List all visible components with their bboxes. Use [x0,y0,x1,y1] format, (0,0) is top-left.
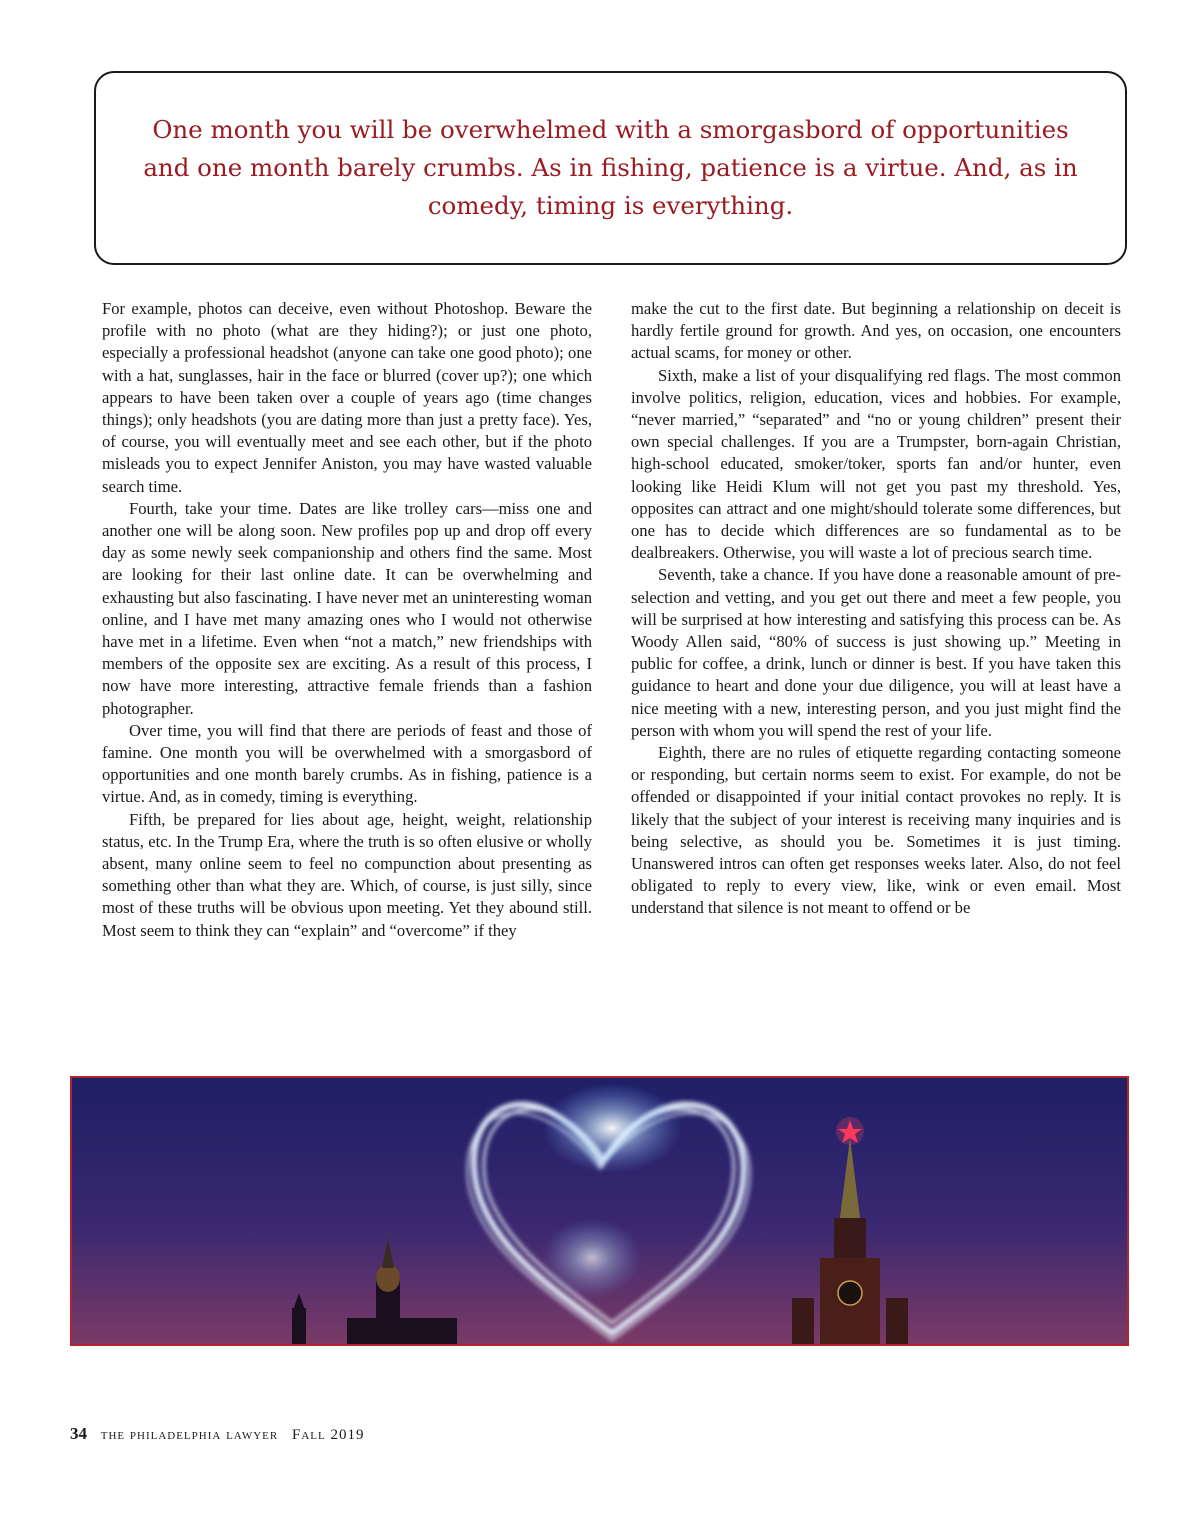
light-flare [542,1218,642,1298]
page-number: 34 [70,1424,87,1443]
light-painting-heart-photo [70,1076,1129,1346]
publication-name: the philadelphia lawyer [100,1427,279,1443]
article-column-left [102,298,592,942]
paragraph: Over time, you will find that there are periods of feast and those of famine. One month you will be overwhelmed with a smorgasbord of opportunities and one month barely crumbs. As in fishing, patience is a virtue. And, as in comedy, timing is everything. [102,720,592,807]
light-flare [542,1083,682,1173]
pull-quote-text: One month you will be overwhelmed with a smorgasbord of opportunities and one month barely crumbs. As in fishing, patience is a virtue. And, as in comedy, timing is everything. [143,115,1078,220]
paragraph: Sixth, make a list of your disqualifying red flags. The most common involve politics, religion, education, vices and hobbies. For example, “never married,” “separated” and “no or young children” present their own special challenges. If you are a Trumpster, born-again Christian, high-school educated, smoker/toker, sports fan and/or hunter, even looking like Heidi Klum will not get you past my threshold. Yes, opposites can attract and one might/should tolerate some differences, but one has to decide which differences are so fundamental as to be dealbreakers. Otherwise, you will waste a lot of precious search time. [631,365,1121,563]
paragraph: Fifth, be prepared for lies about age, height, weight, relationship status, etc. In the Trump Era, where the truth is so often elusive or wholly absent, many online seem to feel no compunction about presenting as something other than what they are. Which, of course, is just silly, since most of these truths will be obvious upon meeting. Yet they abound still. Most seem to think they can “explain” and “overcome” if they [102,809,592,940]
pull-quote-box [94,71,1127,265]
article-column-right [631,298,1121,920]
paragraph: Fourth, take your time. Dates are like trolley cars—miss one and another one will be along soon. New profiles pop up and drop off every day as some newly seek companionship and others find the same. Most are looking for their last online date. It can be overwhelming and exhausting but also fascinating. I have never met an uninteresting woman online, and I have met many amazing ones who I would not otherwise have met in a lifetime. Even when “not a match,” new friendships with members of the opposite sex are exciting. As a result of this process, I now have more interesting, attractive female friends than a fashion photographer. [102,498,592,718]
paragraph: For example, photos can deceive, even without Photoshop. Beware the profile with no photo (what are they hiding?); or just one photo, especially a professional headshot (anyone can take one good photo); one with a hat, sunglasses, hair in the face or blurred (cover up?); one which appears to have been taken over a couple of years ago (time changes things); only headshots (you are dating more than just a pretty face). Yes, of course, you will eventually meet and see each other, but if the photo misleads you to expect Jennifer Aniston, you may have wasted valuable search time. [102,299,592,496]
paragraph: make the cut to the first date. But beginning a relationship on deceit is hardly fertile ground for growth. And yes, on occasion, one encounters actual scams, for money or other. [631,299,1121,363]
paragraph: Eighth, there are no rules of etiquette regarding contacting someone or responding, but certain norms seem to exist. For example, do not be offended or disappointed if your initial contact provokes no reply. It is likely that the subject of your interest is receiving many inquiries and is being selective, as should you be. Sometimes it is just timing. Unanswered intros can often get responses weeks later. Also, do not feel obligated to reply to every view, like, wink or even email. Most understand that silence is not meant to offend or be [631,743,1121,918]
page-footer [70,1424,364,1444]
issue-date: Fall 2019 [292,1427,365,1443]
paragraph: Seventh, take a chance. If you have done a reasonable amount of pre-selection and vetting, and you get out there and meet a few people, you will be surprised at how interesting and satisfying this process can be. As Woody Allen said, “80% of success is just showing up.” Meeting in public for coffee, a drink, lunch or dinner is best. If you have taken this guidance to heart and done your due diligence, you will at least have a nice meeting with a new, interesting person, and you just might find the person with whom you will spend the rest of your life. [631,565,1121,740]
